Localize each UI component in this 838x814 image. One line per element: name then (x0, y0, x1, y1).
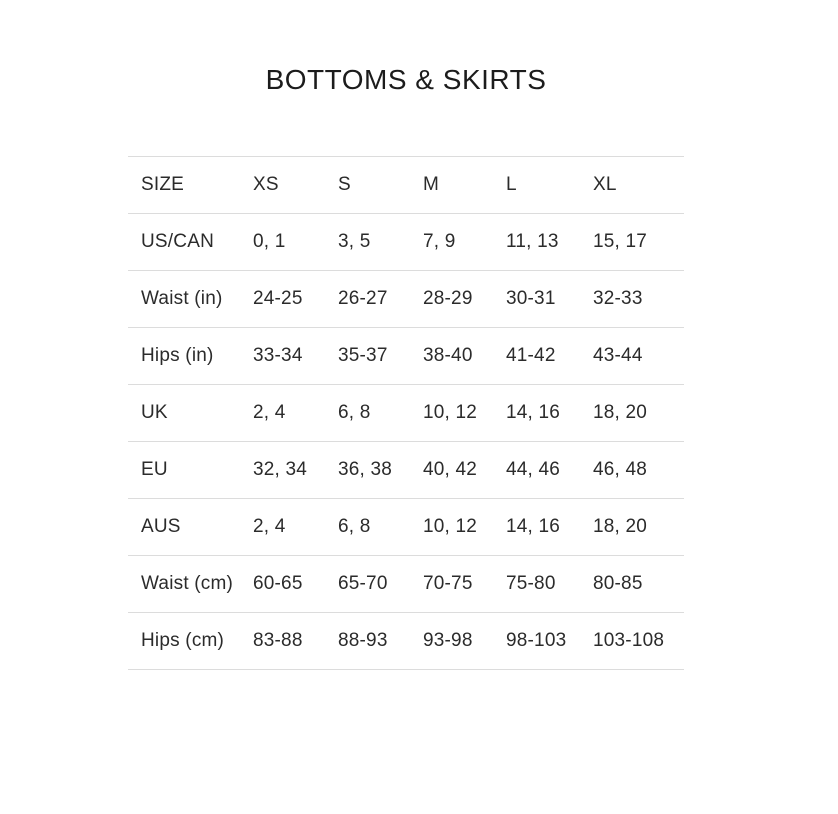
size-guide-page (0, 62, 838, 814)
size-value-cell: 30-31 (506, 288, 556, 309)
size-value-cell: 46, 48 (593, 459, 648, 480)
size-chart-row (128, 271, 684, 328)
size-value-cell: 32, 34 (253, 459, 308, 480)
size-value-cell: 11, 13 (506, 231, 559, 252)
size-chart-row (128, 442, 684, 499)
size-value-cell: 65-70 (338, 573, 388, 594)
size-value-cell: 2, 4 (253, 516, 286, 537)
row-label-cell: Waist (cm) (141, 573, 234, 594)
size-chart-row (128, 214, 684, 271)
size-chart-header-row (128, 157, 684, 214)
size-value-cell: 60-65 (253, 573, 303, 594)
row-label-cell: EU (141, 459, 168, 480)
size-value-cell: 2, 4 (253, 402, 286, 423)
size-value-cell: 18, 20 (593, 402, 648, 423)
size-chart-row (128, 556, 684, 613)
size-value-cell: 103-108 (593, 630, 665, 651)
size-value-cell: 10, 12 (423, 516, 478, 537)
row-label-cell: Hips (in) (141, 345, 214, 366)
size-value-cell: 14, 16 (506, 516, 561, 537)
size-value-cell: 33-34 (253, 345, 303, 366)
size-value-cell: 43-44 (593, 345, 643, 366)
size-chart-row (128, 328, 684, 385)
row-label-cell: AUS (141, 516, 181, 537)
size-chart-header-cell: M (423, 174, 440, 195)
size-value-cell: 32-33 (593, 288, 643, 309)
size-value-cell: 14, 16 (506, 402, 561, 423)
size-chart-header-cell: XL (593, 174, 617, 195)
size-value-cell: 83-88 (253, 630, 303, 651)
size-value-cell: 88-93 (338, 630, 388, 651)
size-value-cell: 38-40 (423, 345, 473, 366)
page-title: BOTTOMS & SKIRTS (265, 64, 547, 95)
size-value-cell: 93-98 (423, 630, 473, 651)
row-label-cell: Hips (cm) (141, 630, 225, 651)
size-value-cell: 15, 17 (593, 231, 648, 252)
row-label-cell: UK (141, 402, 168, 423)
size-value-cell: 28-29 (423, 288, 473, 309)
size-chart-row (128, 499, 684, 556)
size-value-cell: 80-85 (593, 573, 643, 594)
size-value-cell: 75-80 (506, 573, 556, 594)
size-value-cell: 36, 38 (338, 459, 393, 480)
size-value-cell: 7, 9 (423, 231, 456, 252)
row-label-cell: US/CAN (141, 231, 214, 252)
size-value-cell: 10, 12 (423, 402, 478, 423)
size-chart-header-cell: XS (253, 174, 279, 195)
size-chart-row (128, 613, 684, 670)
size-chart-body (128, 214, 684, 670)
size-chart-row (128, 385, 684, 442)
size-value-cell: 40, 42 (423, 459, 478, 480)
size-chart-table (128, 156, 684, 670)
size-value-cell: 98-103 (506, 630, 567, 651)
size-chart-header-cell: SIZE (141, 174, 185, 195)
size-value-cell: 26-27 (338, 288, 388, 309)
size-value-cell: 44, 46 (506, 459, 561, 480)
size-chart-header-cell: L (506, 174, 517, 195)
size-value-cell: 3, 5 (338, 231, 371, 252)
size-chart-header-cell: S (338, 174, 351, 195)
size-value-cell: 70-75 (423, 573, 473, 594)
size-value-cell: 41-42 (506, 345, 556, 366)
size-value-cell: 6, 8 (338, 516, 371, 537)
size-value-cell: 24-25 (253, 288, 303, 309)
size-value-cell: 6, 8 (338, 402, 371, 423)
size-value-cell: 0, 1 (253, 231, 286, 252)
size-value-cell: 18, 20 (593, 516, 648, 537)
row-label-cell: Waist (in) (141, 288, 223, 309)
size-value-cell: 35-37 (338, 345, 388, 366)
